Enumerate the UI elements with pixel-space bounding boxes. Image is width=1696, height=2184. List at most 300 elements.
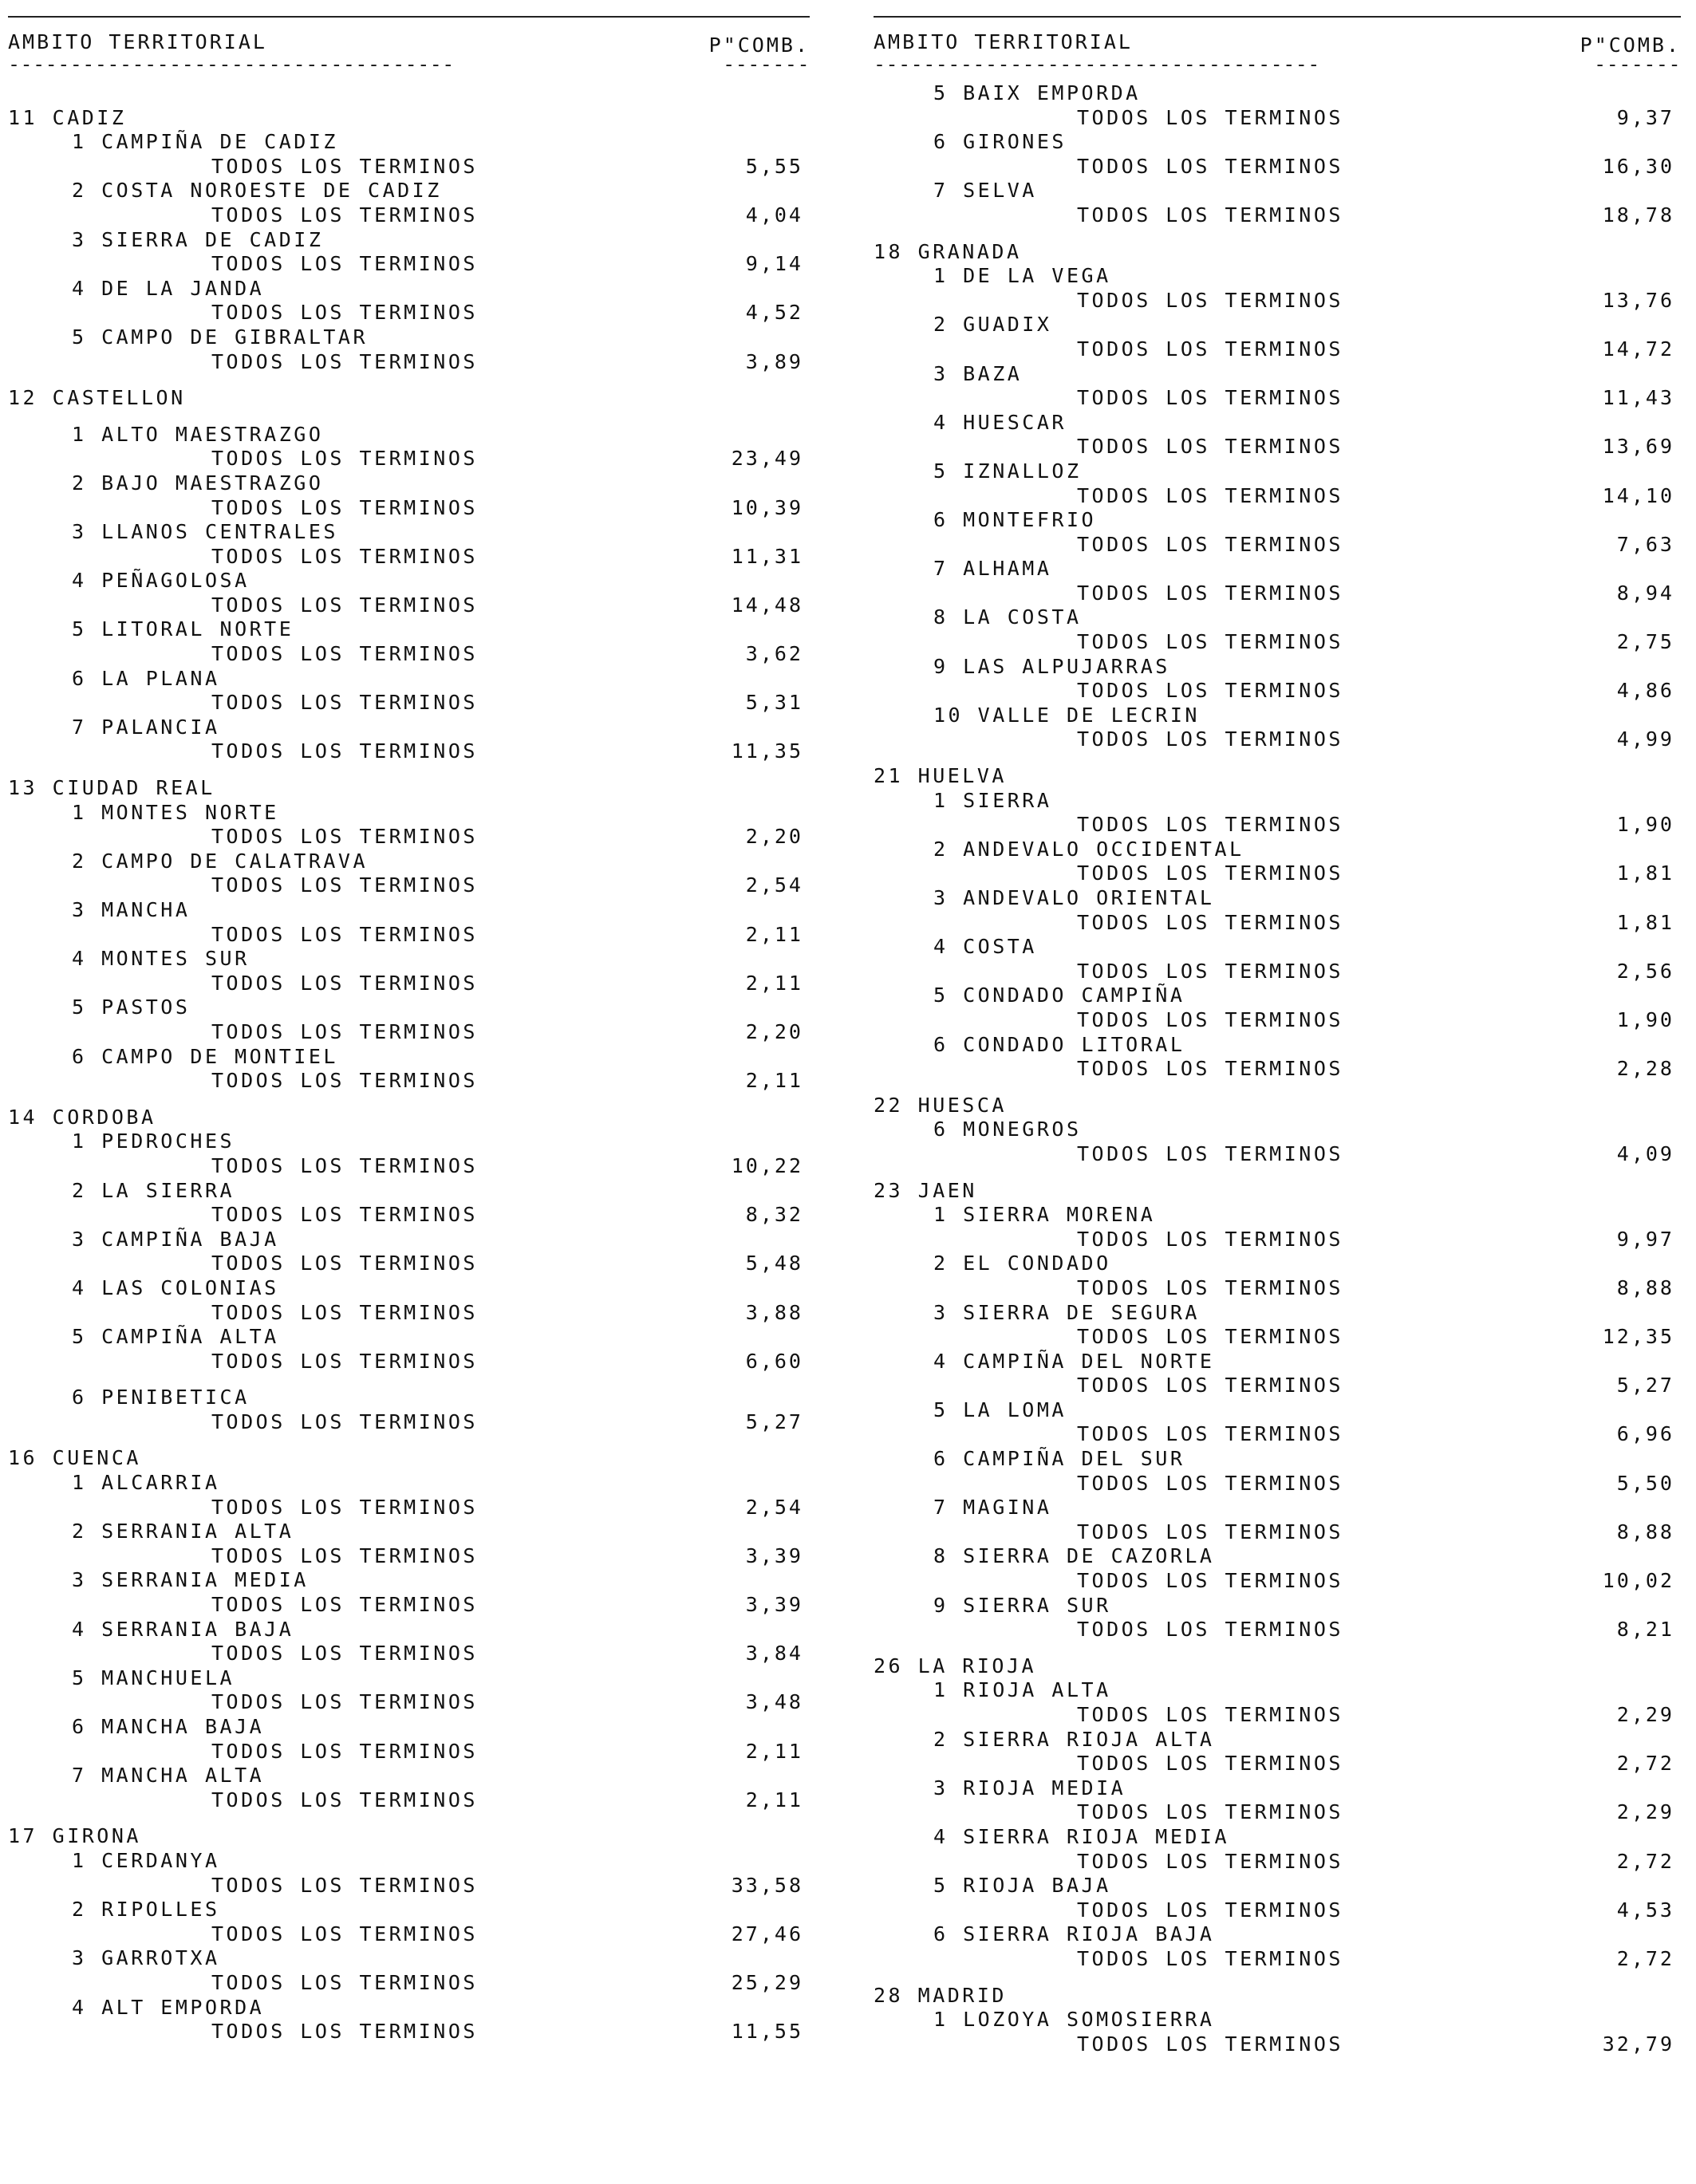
terminos-row <box>8 739 810 764</box>
comarca-row <box>874 1203 1681 1228</box>
terminos-label: TODOS LOS TERMINOS <box>1077 581 1343 605</box>
comarca-row <box>874 459 1681 484</box>
pcomb-value: 5,27 <box>1616 1374 1674 1398</box>
comarca-name: 1 MONTES NORTE <box>72 800 279 824</box>
terminos-label: TODOS LOS TERMINOS <box>211 1593 478 1617</box>
terminos-label: TODOS LOS TERMINOS <box>211 1203 478 1227</box>
pcomb-value: 5,50 <box>1616 1471 1674 1495</box>
terminos-label: TODOS LOS TERMINOS <box>1077 483 1343 507</box>
comarca-name: 5 MANCHUELA <box>72 1666 235 1689</box>
terminos-row <box>874 337 1681 362</box>
header-underline-value: ------- <box>1594 53 1681 76</box>
comarca-name: 3 BAZA <box>933 361 1023 385</box>
comarca-name: 4 HUESCAR <box>933 410 1067 434</box>
pcomb-value: 8,21 <box>1616 1618 1674 1642</box>
pcomb-value: 5,27 <box>745 1409 803 1433</box>
terminos-label: TODOS LOS TERMINOS <box>211 1543 478 1567</box>
comarca-name: 4 PEÑAGOLOSA <box>72 569 250 593</box>
province-row <box>8 1446 810 1471</box>
comarca-name: 2 SIERRA RIOJA ALTA <box>933 1727 1215 1751</box>
terminos-row <box>874 106 1681 131</box>
terminos-label: TODOS LOS TERMINOS <box>211 642 478 666</box>
comarca-row <box>874 313 1681 337</box>
comarca-name: 1 ALTO MAESTRAZGO <box>72 422 324 446</box>
terminos-label: TODOS LOS TERMINOS <box>211 873 478 897</box>
comarca-row <box>8 1325 810 1350</box>
pcomb-value: 18,78 <box>1602 203 1674 227</box>
pcomb-value: 14,10 <box>1602 483 1674 507</box>
comarca-name: 2 ANDEVALO OCCIDENTAL <box>933 837 1244 861</box>
terminos-row <box>874 727 1681 752</box>
terminos-row <box>874 1057 1681 1082</box>
terminos-label: TODOS LOS TERMINOS <box>211 1252 478 1275</box>
terminos-label: TODOS LOS TERMINOS <box>211 1153 478 1177</box>
comarca-row <box>874 605 1681 630</box>
pcomb-value: 2,20 <box>745 1019 803 1043</box>
terminos-label: TODOS LOS TERMINOS <box>1077 1374 1343 1398</box>
pcomb-value: 33,58 <box>731 1873 803 1897</box>
comarca-row <box>874 179 1681 203</box>
comarca-row <box>874 557 1681 581</box>
comarca-name: 5 LITORAL NORTE <box>72 617 294 641</box>
terminos-row <box>874 435 1681 459</box>
terminos-row <box>874 1752 1681 1776</box>
province-row <box>8 1824 810 1849</box>
terminos-label: TODOS LOS TERMINOS <box>1077 1849 1343 1873</box>
terminos-label: TODOS LOS TERMINOS <box>1077 1275 1343 1299</box>
comarca-name: 5 LA LOMA <box>933 1398 1067 1421</box>
terminos-label: TODOS LOS TERMINOS <box>1077 386 1343 410</box>
province-row <box>8 1106 810 1130</box>
terminos-row <box>8 2020 810 2044</box>
terminos-label: TODOS LOS TERMINOS <box>211 1922 478 1945</box>
pcomb-value: 11,55 <box>731 2020 803 2044</box>
terminos-row <box>8 642 810 667</box>
terminos-row <box>874 679 1681 704</box>
pcomb-value: 2,28 <box>1616 1057 1674 1081</box>
terminos-row <box>8 1971 810 1996</box>
comarca-row <box>8 520 810 545</box>
pcomb-value: 10,22 <box>731 1153 803 1177</box>
comarca-name: 1 CAMPIÑA DE CADIZ <box>72 130 338 154</box>
terminos-row <box>8 1350 810 1374</box>
comarca-row <box>874 1447 1681 1472</box>
terminos-row <box>874 1569 1681 1594</box>
comarca-name: 9 LAS ALPUJARRAS <box>933 654 1170 678</box>
terminos-label: TODOS LOS TERMINOS <box>1077 1057 1343 1081</box>
terminos-row <box>874 1422 1681 1447</box>
comarca-row <box>874 1496 1681 1520</box>
comarca-name: 3 GARROTXA <box>72 1946 220 1970</box>
province-row <box>8 386 810 411</box>
comarca-name: 4 SIERRA RIOJA MEDIA <box>933 1824 1230 1848</box>
top-rule <box>8 16 810 18</box>
terminos-label: TODOS LOS TERMINOS <box>211 971 478 995</box>
terminos-row <box>8 155 810 179</box>
comarca-row <box>8 277 810 302</box>
province-row <box>874 1654 1681 1679</box>
terminos-row <box>874 155 1681 179</box>
comarca-row <box>8 1179 810 1204</box>
terminos-row <box>874 386 1681 411</box>
province-row <box>8 106 810 131</box>
comarca-row <box>8 325 810 350</box>
terminos-label: TODOS LOS TERMINOS <box>1077 1007 1343 1031</box>
pcomb-value: 2,29 <box>1616 1800 1674 1824</box>
terminos-label: TODOS LOS TERMINOS <box>211 739 478 763</box>
pcomb-value: 2,11 <box>745 922 803 946</box>
terminos-row <box>8 1642 810 1666</box>
pcomb-value: 9,37 <box>1616 105 1674 129</box>
terminos-label: TODOS LOS TERMINOS <box>211 252 478 276</box>
terminos-label: TODOS LOS TERMINOS <box>1077 861 1343 885</box>
terminos-row <box>874 813 1681 838</box>
comarca-name: 7 SELVA <box>933 179 1037 203</box>
terminos-row <box>8 1154 810 1179</box>
terminos-label: TODOS LOS TERMINOS <box>1077 1703 1343 1726</box>
terminos-row <box>8 1690 810 1715</box>
terminos-label: TODOS LOS TERMINOS <box>211 203 478 227</box>
pcomb-value: 10,02 <box>1602 1569 1674 1593</box>
terminos-label: TODOS LOS TERMINOS <box>1077 1800 1343 1824</box>
terminos-row <box>874 1276 1681 1301</box>
terminos-label: TODOS LOS TERMINOS <box>211 1300 478 1324</box>
comarca-name: 3 ANDEVALO ORIENTAL <box>933 886 1215 909</box>
comarca-row <box>874 935 1681 960</box>
province-name: 28 MADRID <box>874 1983 1007 2007</box>
comarca-row <box>8 569 810 593</box>
comarca-row <box>8 1568 810 1593</box>
province-row <box>874 1094 1681 1118</box>
pcomb-value: 2,72 <box>1616 1752 1674 1776</box>
terminos-label: TODOS LOS TERMINOS <box>1077 154 1343 178</box>
terminos-label: TODOS LOS TERMINOS <box>1077 679 1343 703</box>
comarca-row <box>874 1350 1681 1374</box>
pcomb-value: 8,88 <box>1616 1520 1674 1543</box>
comarca-row <box>874 362 1681 387</box>
pcomb-value: 2,11 <box>745 1739 803 1763</box>
terminos-label: TODOS LOS TERMINOS <box>211 1409 478 1433</box>
comarca-row <box>8 228 810 253</box>
terminos-label: TODOS LOS TERMINOS <box>1077 288 1343 312</box>
pcomb-value: 1,81 <box>1616 910 1674 934</box>
terminos-row <box>874 1703 1681 1728</box>
pcomb-value: 9,14 <box>745 252 803 276</box>
terminos-row <box>874 533 1681 558</box>
terminos-row <box>874 289 1681 313</box>
terminos-row <box>8 1922 810 1947</box>
comarca-row <box>8 130 810 155</box>
comarca-name: 2 SERRANIA ALTA <box>72 1520 294 1543</box>
terminos-row <box>8 496 810 521</box>
pcomb-value: 3,48 <box>745 1690 803 1714</box>
comarca-name: 6 GIRONES <box>933 130 1067 154</box>
terminos-label: TODOS LOS TERMINOS <box>211 1739 478 1763</box>
comarca-row <box>874 984 1681 1008</box>
province-name: 13 CIUDAD REAL <box>8 776 215 800</box>
pcomb-value: 8,32 <box>745 1203 803 1227</box>
comarca-name: 6 LA PLANA <box>72 666 220 690</box>
comarca-name: 2 RIPOLLES <box>72 1898 220 1922</box>
comarca-name: 7 MAGINA <box>933 1496 1052 1520</box>
comarca-row <box>8 1898 810 1922</box>
terminos-label: TODOS LOS TERMINOS <box>1077 1898 1343 1922</box>
pcomb-value: 11,35 <box>731 739 803 763</box>
pcomb-value: 2,75 <box>1616 630 1674 654</box>
comarca-row <box>874 1118 1681 1142</box>
terminos-row <box>8 593 810 618</box>
terminos-label: TODOS LOS TERMINOS <box>1077 532 1343 556</box>
comarca-row <box>874 1544 1681 1569</box>
terminos-row <box>8 1874 810 1898</box>
terminos-row <box>874 861 1681 886</box>
pcomb-value: 4,04 <box>745 203 803 227</box>
terminos-label: TODOS LOS TERMINOS <box>211 154 478 178</box>
comarca-name: 1 ALCARRIA <box>72 1471 220 1495</box>
comarca-row <box>874 1033 1681 1058</box>
terminos-row <box>874 1472 1681 1496</box>
terminos-label: TODOS LOS TERMINOS <box>211 1873 478 1897</box>
terminos-row <box>8 301 810 325</box>
terminos-label: TODOS LOS TERMINOS <box>211 544 478 568</box>
comarca-row <box>8 1764 810 1788</box>
pcomb-value: 5,55 <box>745 154 803 178</box>
comarca-name: 5 IZNALLOZ <box>933 459 1082 483</box>
terminos-label: TODOS LOS TERMINOS <box>211 2020 478 2044</box>
comarca-row <box>8 1946 810 1971</box>
terminos-row <box>874 2032 1681 2057</box>
pcomb-value: 6,60 <box>745 1349 803 1373</box>
comarca-row <box>8 995 810 1020</box>
pcomb-value: 14,72 <box>1602 337 1674 361</box>
comarca-row <box>874 838 1681 862</box>
terminos-row <box>8 1069 810 1094</box>
comarca-row <box>8 716 810 740</box>
pcomb-value: 12,35 <box>1602 1325 1674 1349</box>
column-header <box>874 30 1681 86</box>
pcomb-value: 1,90 <box>1616 813 1674 837</box>
header-pcomb: P"COMB. <box>708 34 810 57</box>
terminos-label: TODOS LOS TERMINOS <box>211 1690 478 1714</box>
comarca-row <box>874 1922 1681 1947</box>
terminos-label: TODOS LOS TERMINOS <box>1077 203 1343 227</box>
comarca-name: 2 BAJO MAESTRAZGO <box>72 471 324 495</box>
comarca-name: 3 LLANOS CENTRALES <box>72 520 338 544</box>
comarca-row <box>874 1252 1681 1276</box>
comarca-name: 1 LOZOYA SOMOSIERRA <box>933 2008 1215 2032</box>
terminos-row <box>8 1020 810 1045</box>
terminos-label: TODOS LOS TERMINOS <box>1077 435 1343 459</box>
terminos-row <box>8 1301 810 1326</box>
comarca-row <box>8 179 810 203</box>
comarca-name: 2 COSTA NOROESTE DE CADIZ <box>72 179 442 203</box>
terminos-label: TODOS LOS TERMINOS <box>1077 910 1343 934</box>
comarca-name: 2 EL CONDADO <box>933 1252 1111 1275</box>
terminos-label: TODOS LOS TERMINOS <box>211 301 478 325</box>
comarca-name: 5 CAMPO DE GIBRALTAR <box>72 325 369 349</box>
comarca-name: 5 BAIX EMPORDA <box>933 81 1141 104</box>
pcomb-value: 2,54 <box>745 1495 803 1519</box>
pcomb-value: 3,89 <box>745 349 803 373</box>
terminos-label: TODOS LOS TERMINOS <box>211 1788 478 1811</box>
comarca-row <box>874 2008 1681 2032</box>
pcomb-value: 4,99 <box>1616 727 1674 751</box>
province-name: 18 GRANADA <box>874 239 1022 263</box>
province-name: 23 JAEN <box>874 1178 977 1202</box>
terminos-label: TODOS LOS TERMINOS <box>1077 813 1343 837</box>
pcomb-value: 8,94 <box>1616 581 1674 605</box>
terminos-label: TODOS LOS TERMINOS <box>1077 630 1343 654</box>
comarca-name: 3 SERRANIA MEDIA <box>72 1568 309 1592</box>
comarca-row <box>874 411 1681 436</box>
comarca-name: 6 MONTEFRIO <box>933 508 1097 532</box>
terminos-row <box>8 447 810 471</box>
terminos-row <box>874 1008 1681 1033</box>
comarca-row <box>8 898 810 923</box>
terminos-row <box>8 923 810 948</box>
comarca-name: 2 CAMPO DE CALATRAVA <box>72 849 369 873</box>
terminos-row <box>8 1593 810 1618</box>
terminos-row <box>8 1740 810 1764</box>
terminos-row <box>8 691 810 716</box>
comarca-row <box>874 1776 1681 1801</box>
comarca-name: 6 PENIBETICA <box>72 1386 250 1409</box>
comarca-row <box>8 1386 810 1410</box>
comarca-name: 6 CONDADO LITORAL <box>933 1032 1185 1056</box>
comarca-row <box>8 850 810 874</box>
comarca-row <box>874 81 1681 106</box>
header-ambito: AMBITO TERRITORIAL <box>8 30 267 53</box>
province-row <box>8 776 810 801</box>
comarca-name: 8 SIERRA DE CAZORLA <box>933 1544 1215 1568</box>
terminos-label: TODOS LOS TERMINOS <box>1077 1569 1343 1593</box>
pcomb-value: 4,86 <box>1616 679 1674 703</box>
terminos-label: TODOS LOS TERMINOS <box>1077 1141 1343 1165</box>
pcomb-value: 2,54 <box>745 873 803 897</box>
top-rule <box>874 16 1681 18</box>
comarca-row <box>874 1301 1681 1326</box>
terminos-row <box>874 1228 1681 1252</box>
comarca-name: 8 LA COSTA <box>933 605 1082 629</box>
comarca-row <box>874 264 1681 289</box>
pcomb-value: 11,43 <box>1602 386 1674 410</box>
terminos-label: TODOS LOS TERMINOS <box>211 922 478 946</box>
terminos-label: TODOS LOS TERMINOS <box>211 1970 478 1994</box>
terminos-label: TODOS LOS TERMINOS <box>1077 1471 1343 1495</box>
header-underline: ------------------------------------ <box>8 53 455 76</box>
province-name: 21 HUELVA <box>874 764 1007 788</box>
pcomb-value: 4,53 <box>1616 1898 1674 1922</box>
province-name: 14 CORDOBA <box>8 1105 156 1129</box>
comarca-name: 2 GUADIX <box>933 313 1052 337</box>
comarca-row <box>8 1996 810 2020</box>
comarca-name: 4 MONTES SUR <box>72 947 250 971</box>
province-row <box>874 240 1681 265</box>
terminos-row <box>8 1788 810 1813</box>
comarca-row <box>874 508 1681 533</box>
pcomb-value: 16,30 <box>1602 154 1674 178</box>
comarca-name: 1 SIERRA <box>933 788 1052 812</box>
terminos-label: TODOS LOS TERMINOS <box>1077 1946 1343 1970</box>
pcomb-value: 2,72 <box>1616 1946 1674 1970</box>
terminos-row <box>8 1544 810 1569</box>
comarca-row <box>874 1398 1681 1423</box>
terminos-row <box>874 1520 1681 1545</box>
pcomb-value: 25,29 <box>731 1970 803 1994</box>
terminos-label: TODOS LOS TERMINOS <box>211 1642 478 1666</box>
terminos-row <box>874 630 1681 655</box>
comarca-row <box>874 704 1681 728</box>
comarca-name: 3 SIERRA DE CADIZ <box>72 227 324 251</box>
pcomb-value: 6,96 <box>1616 1422 1674 1446</box>
terminos-row <box>874 484 1681 509</box>
comarca-row <box>874 886 1681 911</box>
terminos-label: TODOS LOS TERMINOS <box>1077 727 1343 751</box>
terminos-row <box>8 350 810 375</box>
comarca-name: 9 SIERRA SUR <box>933 1593 1111 1617</box>
province-name: 26 LA RIOJA <box>874 1654 1037 1677</box>
province-row <box>874 1179 1681 1204</box>
terminos-row <box>874 1800 1681 1825</box>
comarca-name: 4 ALT EMPORDA <box>72 1995 265 2019</box>
comarca-name: 1 CERDANYA <box>72 1848 220 1872</box>
comarca-row <box>874 1825 1681 1850</box>
comarca-name: 2 LA SIERRA <box>72 1178 235 1202</box>
comarca-name: 7 ALHAMA <box>933 557 1052 581</box>
terminos-label: TODOS LOS TERMINOS <box>1077 1325 1343 1349</box>
pcomb-value: 10,39 <box>731 495 803 519</box>
pcomb-value: 4,09 <box>1616 1141 1674 1165</box>
terminos-label: TODOS LOS TERMINOS <box>1077 2032 1343 2056</box>
comarca-row <box>8 1276 810 1301</box>
comarca-name: 3 RIOJA MEDIA <box>933 1776 1126 1800</box>
comarca-name: 4 CAMPIÑA DEL NORTE <box>933 1349 1215 1373</box>
comarca-row <box>8 423 810 447</box>
terminos-row <box>874 581 1681 606</box>
pcomb-value: 2,11 <box>745 971 803 995</box>
terminos-label: TODOS LOS TERMINOS <box>1077 1618 1343 1642</box>
terminos-row <box>8 203 810 228</box>
pcomb-value: 3,88 <box>745 1300 803 1324</box>
terminos-label: TODOS LOS TERMINOS <box>211 593 478 617</box>
comarca-name: 6 CAMPIÑA DEL SUR <box>933 1447 1185 1471</box>
comarca-row <box>8 1228 810 1252</box>
right-body <box>874 81 1681 2056</box>
terminos-label: TODOS LOS TERMINOS <box>1077 105 1343 129</box>
comarca-row <box>8 1715 810 1740</box>
comarca-name: 6 SIERRA RIOJA BAJA <box>933 1922 1215 1946</box>
comarca-row <box>8 1129 810 1154</box>
pcomb-value: 11,31 <box>731 544 803 568</box>
terminos-label: TODOS LOS TERMINOS <box>211 495 478 519</box>
terminos-label: TODOS LOS TERMINOS <box>211 1349 478 1373</box>
terminos-row <box>874 1618 1681 1642</box>
comarca-row <box>874 789 1681 814</box>
comarca-row <box>874 1594 1681 1618</box>
pcomb-value: 4,52 <box>745 301 803 325</box>
terminos-row <box>874 1142 1681 1167</box>
header-pcomb: P"COMB. <box>1580 34 1681 57</box>
terminos-row <box>8 825 810 850</box>
terminos-row <box>8 972 810 996</box>
comarca-row <box>8 1045 810 1070</box>
comarca-name: 7 MANCHA ALTA <box>72 1764 265 1788</box>
terminos-row <box>8 545 810 570</box>
comarca-name: 1 SIERRA MORENA <box>933 1203 1156 1227</box>
left-body <box>8 81 810 2044</box>
terminos-label: TODOS LOS TERMINOS <box>1077 1752 1343 1776</box>
comarca-row <box>874 130 1681 155</box>
